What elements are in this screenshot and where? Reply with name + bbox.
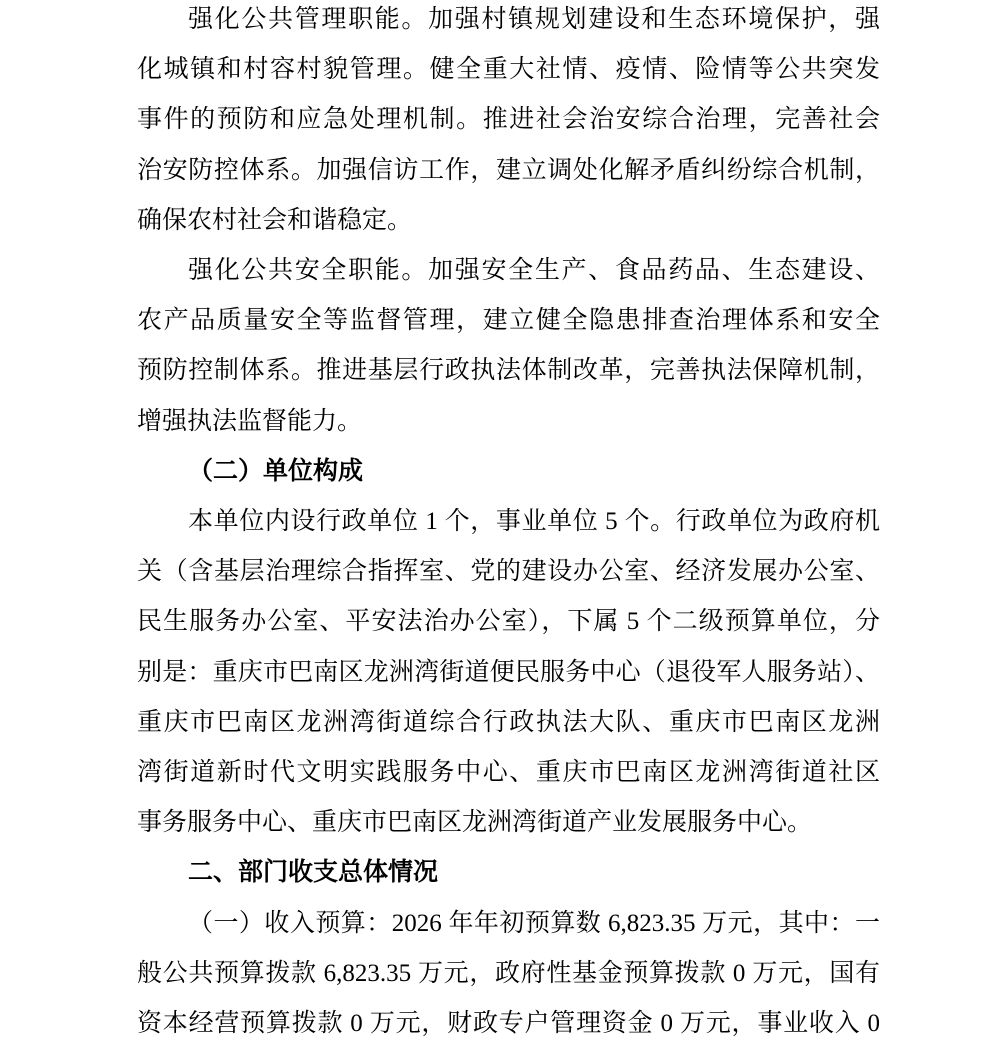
paragraph-line: 强化公共管理职能。加强村镇规划建设和生态环境保护，强	[188, 6, 880, 33]
paragraph-line: 本单位内设行政单位 1 个，事业单位 5 个。行政单位为政府机	[188, 508, 880, 535]
paragraph-line: 重庆市巴南区龙洲湾街道综合行政执法大队、重庆市巴南区龙洲	[137, 708, 880, 736]
paragraph-line: 般公共预算拨款 6,823.35 万元，政府性基金预算拨款 0 万元，国有	[137, 959, 880, 987]
section-heading: 二、部门收支总体情况	[188, 859, 439, 887]
paragraph-line: （一）收入预算：2026 年年初预算数 6,823.35 万元，其中：一	[188, 909, 880, 937]
paragraph-line: 资本经营预算拨款 0 万元，财政专户管理资金 0 万元，事业收入 0	[137, 1010, 880, 1037]
paragraph-line: 别是：重庆市巴南区龙洲湾街道便民服务中心（退役军人服务站）、	[137, 658, 880, 686]
paragraph-line: 预防控制体系。推进基层行政执法体制改革，完善执法保障机制，	[137, 357, 880, 385]
paragraph-line: 湾街道新时代文明实践服务中心、重庆市巴南区龙洲湾街道社区	[137, 759, 880, 786]
paragraph-line: 化城镇和村容村貌管理。健全重大社情、疫情、险情等公共突发	[137, 56, 880, 84]
paragraph-line: 治安防控体系。加强信访工作，建立调处化解矛盾纠纷综合机制，	[137, 156, 880, 184]
paragraph-line: 强化公共安全职能。加强安全生产、食品药品、生态建设、	[188, 257, 880, 284]
paragraph-line: 关（含基层治理综合指挥室、党的建设办公室、经济发展办公室、	[137, 558, 880, 586]
paragraph-line: 事务服务中心、重庆市巴南区龙洲湾街道产业发展服务中心。	[137, 809, 813, 837]
paragraph-line: 增强执法监督能力。	[137, 407, 363, 435]
section-heading: （二）单位构成	[188, 457, 364, 485]
paragraph-line: 农产品质量安全等监督管理，建立健全隐患排查治理体系和安全	[137, 307, 880, 335]
paragraph-line: 事件的预防和应急处理机制。推进社会治安综合治理，完善社会	[137, 106, 880, 134]
paragraph-line: 确保农村社会和谐稳定。	[137, 206, 413, 234]
paragraph-line: 民生服务办公室、平安法治办公室），下属 5 个二级预算单位，分	[137, 608, 880, 636]
